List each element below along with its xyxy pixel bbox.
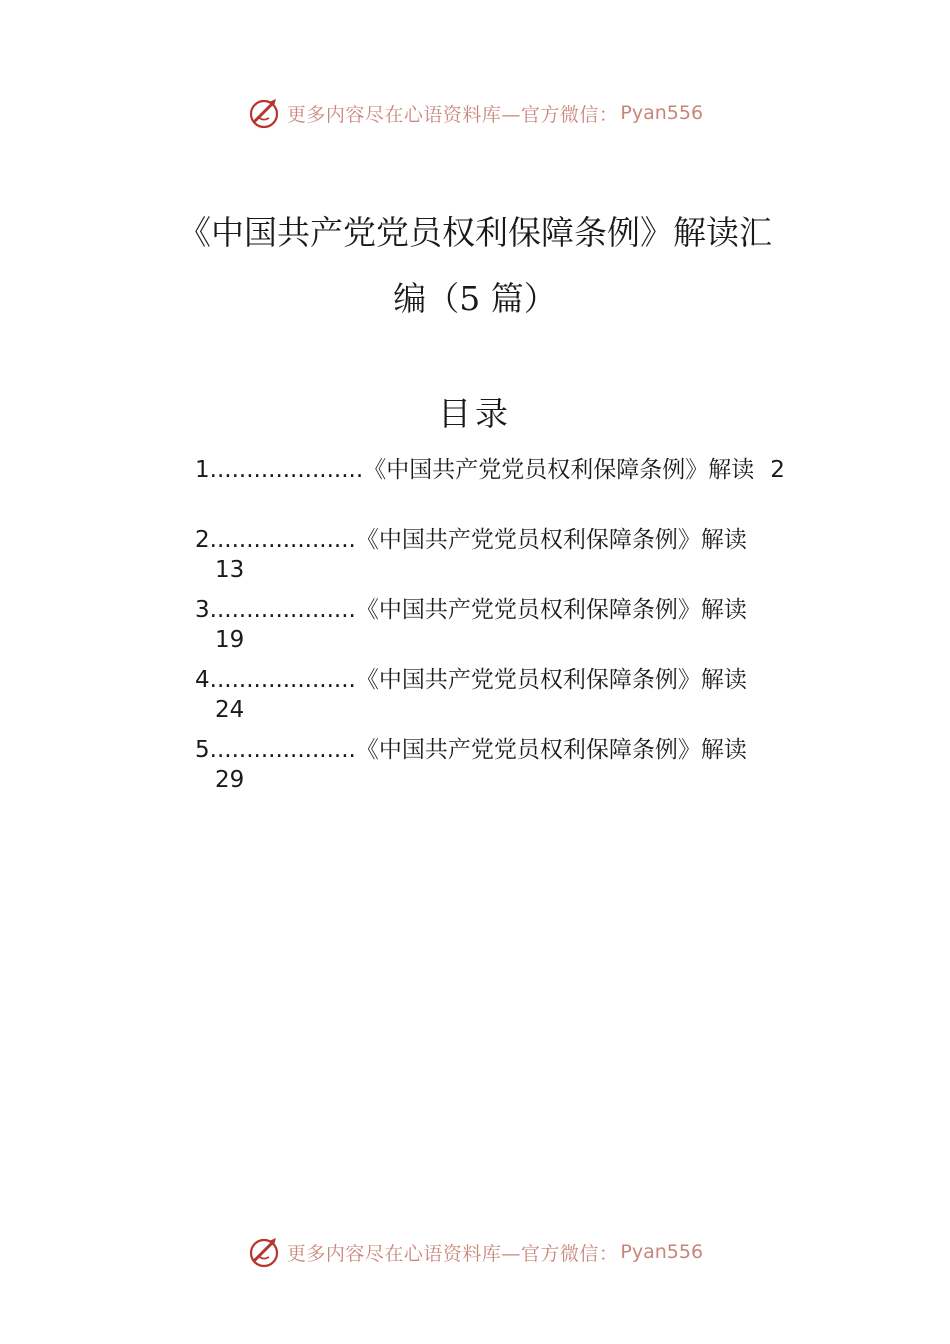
toc-entry[interactable] xyxy=(195,455,845,525)
toc-entry-leader: .................... xyxy=(209,737,356,763)
banner-wechat-id: Pyan556 xyxy=(620,1241,704,1263)
toc-entry[interactable] xyxy=(195,665,845,735)
toc-entry[interactable] xyxy=(195,525,845,595)
banner-text: 更多内容尽在心语资料库—官方微信： xyxy=(286,103,619,126)
table-of-contents xyxy=(195,455,845,805)
toc-heading: 目录 xyxy=(438,394,512,433)
toc-entry[interactable] xyxy=(195,735,845,805)
toc-entry-number: 1 xyxy=(195,457,210,483)
toc-entry-title: 《中国共产党党员权利保障条例》解读 xyxy=(355,597,747,623)
banner-wechat-id: Pyan556 xyxy=(620,102,704,124)
toc-entry-leader: .................... xyxy=(209,597,356,623)
document-title-line-2: 编（5 篇） xyxy=(393,279,557,318)
pen-logo-icon xyxy=(247,96,281,130)
banner-text: 更多内容尽在心语资料库—官方微信： xyxy=(286,1242,619,1265)
toc-entry[interactable] xyxy=(195,595,845,665)
document-title-line-1: 《中国共产党党员权利保障条例》解读汇 xyxy=(178,213,772,252)
header-banner xyxy=(0,93,950,133)
pen-logo-icon xyxy=(247,1235,281,1269)
toc-entry-title: 《中国共产党党员权利保障条例》解读 xyxy=(355,667,747,693)
footer-banner xyxy=(0,1232,950,1272)
toc-entry-page: 29 xyxy=(215,767,245,793)
toc-entry-number: 4 xyxy=(195,667,210,693)
toc-entry-page: 13 xyxy=(215,557,245,583)
toc-entry-leader: .................... xyxy=(209,667,356,693)
toc-entry-title: 《中国共产党党员权利保障条例》解读 xyxy=(355,527,747,553)
toc-entry-page: 19 xyxy=(215,627,245,653)
toc-entry-leader: .................... xyxy=(209,527,356,553)
toc-entry-title: 《中国共产党党员权利保障条例》解读 xyxy=(363,457,755,483)
toc-entry-leader: ..................... xyxy=(209,457,364,483)
toc-entry-page: 24 xyxy=(215,697,245,723)
toc-entry-title: 《中国共产党党员权利保障条例》解读 xyxy=(355,737,747,763)
toc-entry-number: 2 xyxy=(195,527,210,553)
toc-entry-page: 2 xyxy=(770,457,785,483)
toc-entry-number: 5 xyxy=(195,737,210,763)
toc-entry-number: 3 xyxy=(195,597,210,623)
